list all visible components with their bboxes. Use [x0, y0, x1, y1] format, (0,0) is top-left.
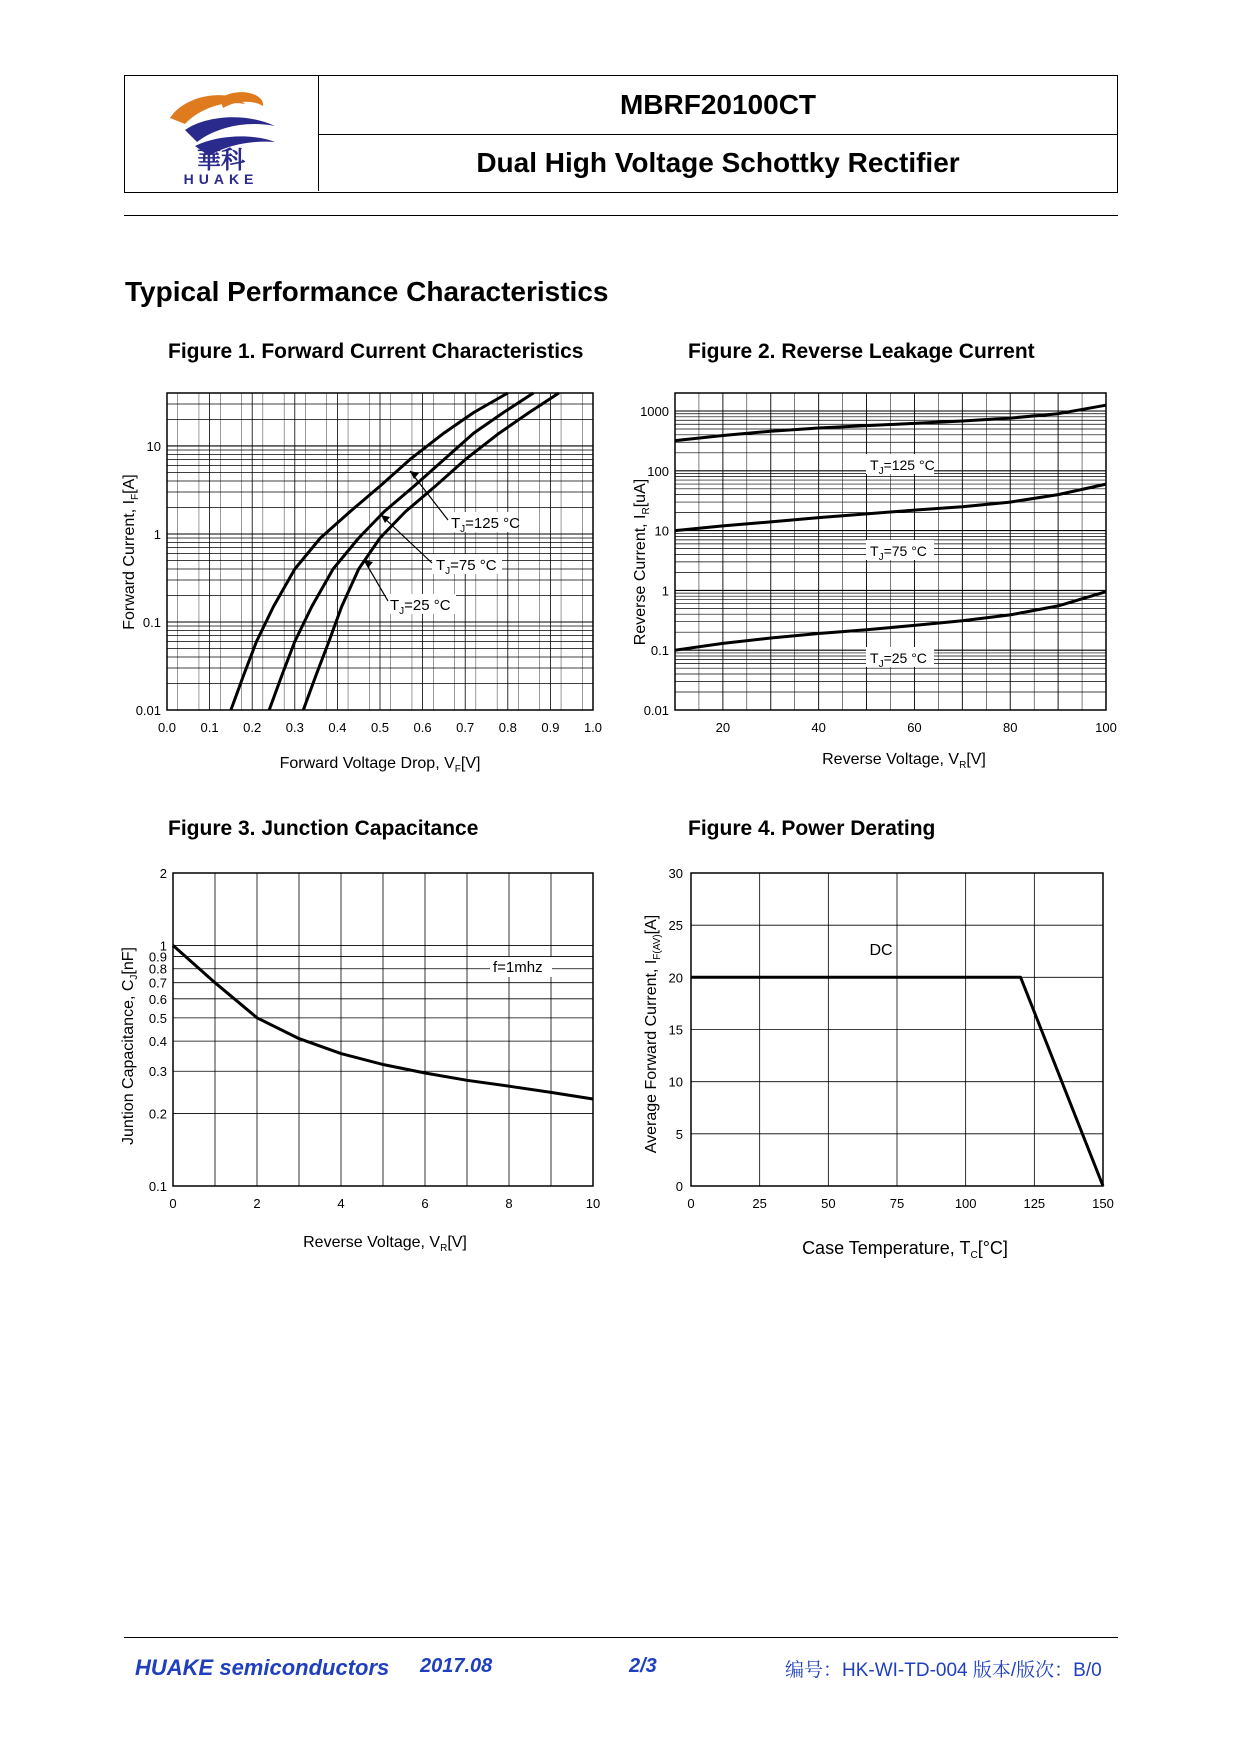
fig1-arrowhead: [364, 560, 373, 568]
fig4-ytick-label: 30: [668, 866, 683, 881]
fig3-y-axis-label: Juntion Capacitance, $C_J[nF]$: [120, 947, 140, 1145]
fig4-xtick-label: 75: [889, 1196, 905, 1211]
footer-document-number: 编号：HK-WI-TD-004 版本/版次：B/0: [785, 1660, 1102, 1681]
fig3-ytick-label: 0.2: [148, 1106, 167, 1122]
fig1-annotation-tj: $T_J=75$ °C: [436, 557, 497, 577]
fig2-y-axis-label: Reverse Current, $I_R[uA]$: [632, 478, 652, 646]
fig1-x-axis-label: Forward Voltage Drop, $V_F[V]$: [279, 755, 481, 775]
fig4-ytick-label: 0: [675, 1179, 683, 1194]
fig3-ytick-label: 2: [159, 866, 167, 881]
fig3-xtick-label: 10: [585, 1196, 601, 1211]
fig3-xtick-label: 0: [169, 1196, 177, 1211]
fig4-xtick-label: 100: [954, 1196, 977, 1211]
fig3-ytick-label: 0.8: [148, 961, 167, 977]
fig2-annotation-tj: $T_J=25$ °C: [870, 650, 927, 670]
fig2-xtick-label: 20: [715, 720, 731, 735]
fig2-ytick-label: 100: [647, 463, 669, 479]
footer-date: 2017.08: [420, 1655, 493, 1677]
fig2-xtick-label: 40: [811, 720, 826, 735]
fig4-xtick-label: 150: [1092, 1196, 1114, 1211]
part-number: MBRF20100CT: [319, 76, 1117, 135]
footer-brand: HUAKE semiconductors: [135, 1655, 390, 1680]
fig1-annotation-arrow: [381, 515, 432, 563]
fig1-xtick-label: 1.0: [583, 720, 603, 735]
fig1-series-2: [303, 393, 559, 710]
fig4-ytick-label: 10: [668, 1074, 683, 1090]
fig1-xtick-label: 0.8: [498, 720, 517, 735]
fig4-x-axis-label: Case Temperature, $T_C[^\circ C]$: [802, 1238, 1008, 1261]
fig1-annotation-tj: $T_J=125$ °C: [451, 515, 520, 535]
fig1-xtick-label: 0.6: [413, 720, 432, 735]
svg-text:華科: 華科: [197, 146, 245, 174]
footer-page-number: 2/3: [629, 1655, 657, 1677]
footer-rule: [124, 1637, 1118, 1638]
fig1-ytick-label: 0.1: [142, 614, 161, 630]
fig3-ytick-label: 0.4: [148, 1034, 167, 1050]
fig3-xtick-label: 8: [505, 1196, 513, 1211]
fig3-ytick-label: 1: [159, 938, 167, 954]
fig2-annotation-tj: $T_J=125$ °C: [870, 457, 935, 477]
fig1-y-axis-label: Forward Current, $I_F[A]$: [121, 474, 141, 630]
figure-1-title: Figure 1. Forward Current Characteristics: [168, 340, 584, 363]
fig2-x-axis-label: Reverse Voltage, $V_R[V]$: [822, 751, 986, 771]
fig1-ytick-label: 0.01: [135, 703, 161, 718]
fig2-xtick-label: 60: [907, 720, 922, 735]
figure-2-title: Figure 2. Reverse Leakage Current: [688, 340, 1035, 363]
fig1-xtick-label: 0.7: [456, 720, 475, 735]
fig2-ytick-label: 10: [654, 523, 669, 539]
fig1-xtick-label: 0.5: [370, 720, 390, 735]
svg-text:HUAKE: HUAKE: [183, 171, 259, 187]
figure-4-title: Figure 4. Power Derating: [688, 817, 936, 840]
fig1-xtick-label: 0.2: [243, 720, 262, 735]
fig2-xtick-label: 100: [1095, 720, 1117, 735]
fig1-xtick-label: 0.0: [157, 720, 177, 735]
fig4-ytick-label: 20: [668, 970, 683, 986]
fig4-ytick-label: 15: [668, 1022, 683, 1038]
device-description: Dual High Voltage Schottky Rectifier: [476, 147, 960, 178]
fig3-ytick-label: 0.6: [148, 991, 167, 1007]
fig2-ytick-label: 0.1: [650, 643, 669, 659]
fig3-ytick-label: 0.3: [148, 1064, 167, 1080]
fig4-y-axis-label: Average Forward Current, $I_{F(AV)}[A]$: [643, 914, 663, 1154]
fig2-xtick-label: 80: [1002, 720, 1018, 735]
fig3-xtick-label: 2: [253, 1196, 261, 1211]
fig4-xtick-label: 0: [687, 1196, 695, 1211]
fig3-xtick-label: 6: [421, 1196, 429, 1211]
fig3-x-axis-label: Reverse Voltage, $V_R[V]$: [303, 1234, 467, 1254]
fig4-ytick-label: 25: [668, 918, 683, 934]
fig1-xtick-label: 0.4: [328, 720, 347, 735]
fig3-ytick-label: 0.9: [148, 949, 167, 965]
fig4-xtick-label: 50: [821, 1196, 836, 1211]
fig2-ytick-label: 1: [661, 583, 669, 599]
fig3-ytick-label: 0.7: [148, 975, 167, 991]
fig2-ytick-label: 0.01: [643, 703, 669, 718]
fig1-xtick-label: 0.3: [285, 720, 304, 735]
fig1-xtick-label: 0.9: [541, 720, 560, 735]
fig1-xtick-label: 0.1: [200, 720, 219, 735]
fig3-annotation-frequency: f=1mhz: [493, 959, 543, 976]
fig4-xtick-label: 125: [1023, 1196, 1046, 1211]
fig4-ytick-label: 5: [675, 1126, 683, 1142]
fig2-annotation-tj: $T_J=75$ °C: [870, 543, 927, 563]
section-title: Typical Performance Characteristics: [125, 276, 609, 307]
fig1-annotation-tj: $T_J=25$ °C: [390, 597, 451, 617]
fig4-xtick-label: 25: [752, 1196, 767, 1211]
fig3-ytick-label: 0.5: [148, 1010, 167, 1026]
figure-3-title: Figure 3. Junction Capacitance: [168, 817, 479, 840]
fig3-ytick-label: 0.1: [148, 1179, 167, 1194]
fig1-ytick-label: 10: [146, 438, 161, 454]
fig2-ytick-label: 1000: [640, 404, 669, 420]
fig4-annotation-dc: DC: [869, 942, 893, 959]
fig1-ytick-label: 1: [153, 526, 161, 542]
fig3-xtick-label: 4: [337, 1196, 345, 1211]
